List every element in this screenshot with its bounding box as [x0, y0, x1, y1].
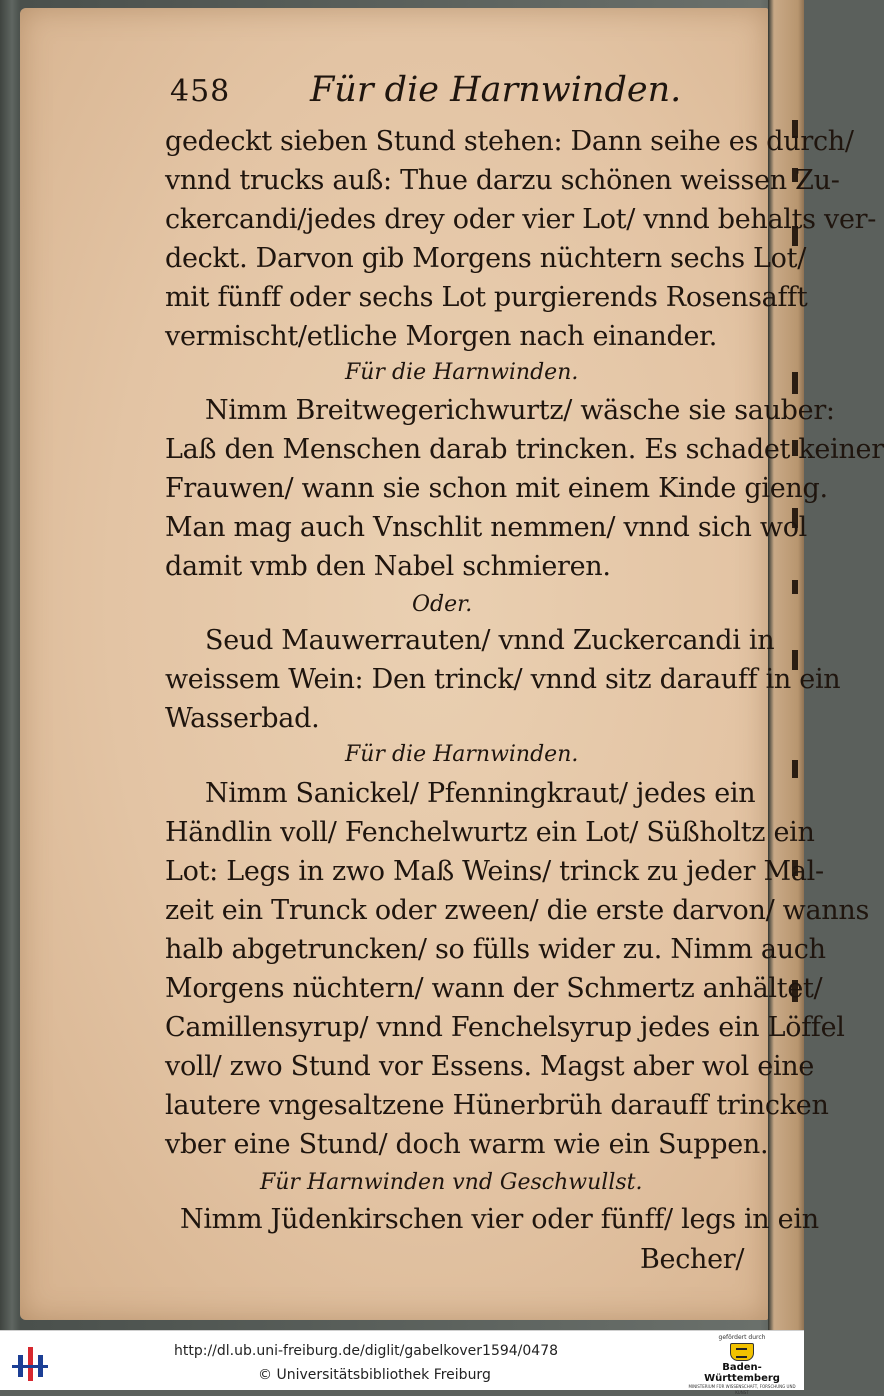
sponsor-label: gefördert durch — [718, 1334, 766, 1341]
text-line: Nimm Breitwegerichwurtz/ wäsche sie sauber: — [205, 395, 835, 426]
text-line: vnnd trucks auß: Thue darzu schönen weissen Zu- — [165, 165, 840, 196]
text-line: Lot: Legs in zwo Maß Weins/ trinck zu jeder Mal- — [165, 856, 824, 887]
text-line: zeit ein Trunck oder zween/ die erste darvon/ wanns — [165, 895, 870, 926]
text-line: mit fünff oder sechs Lot purgierends Rosensafft — [165, 282, 808, 313]
ub-freiburg-logo-icon — [12, 1341, 52, 1383]
text-line: Nimm Sanickel/ Pfenningkraut/ jedes ein — [205, 778, 756, 809]
sponsor-logo — [686, 1333, 798, 1395]
text-line: lautere vngesaltzene Hünerbrüh darauff trincken — [165, 1090, 829, 1121]
text-line: Wasserbad. — [165, 703, 320, 734]
text-line: Frauwen/ wann sie schon mit einem Kinde gieng. — [165, 473, 828, 504]
text-line: weissem Wein: Den trinck/ vnnd sitz darauff in ein — [165, 664, 841, 695]
sponsor-ministry: MINISTERIUM FÜR WISSENSCHAFT, FORSCHUNG UND KUNST — [688, 1384, 796, 1395]
coat-of-arms-icon — [730, 1343, 754, 1361]
text-line: Nimm Jüdenkirschen vier oder fünff/ legs in ein — [180, 1204, 819, 1235]
catchword: Becher/ — [640, 1244, 745, 1275]
section-heading: Für die Harnwinden. — [345, 742, 579, 767]
copyright-notice: © Universitätsbibliothek Freiburg — [258, 1367, 491, 1383]
text-line: voll/ zwo Stund vor Essens. Magst aber wol eine — [165, 1051, 815, 1082]
page-number: 458 — [170, 74, 231, 109]
text-line: Seud Mauwerrauten/ vnnd Zuckercandi in — [205, 625, 775, 656]
page-header — [170, 70, 730, 120]
text-line: ckercandi/jedes drey oder vier Lot/ vnnd behalts ver- — [165, 204, 877, 235]
text-line: gedeckt sieben Stund stehen: Dann seihe es durch/ — [165, 126, 854, 157]
text-line: Händlin voll/ Fenchelwurtz ein Lot/ Süßholtz ein — [165, 817, 815, 848]
text-line: vermischt/etliche Morgen nach einander. — [165, 321, 718, 352]
text-line: Camillensyrup/ vnnd Fenchelsyrup jedes ein Löffel — [165, 1012, 845, 1043]
viewer-footer — [0, 1330, 804, 1395]
text-line: damit vmb den Nabel schmieren. — [165, 551, 611, 582]
section-heading: Für die Harnwinden. — [345, 360, 579, 385]
sponsor-name: Baden-Württemberg — [704, 1362, 780, 1384]
section-heading: Für Harnwinden vnd Geschwullst. — [260, 1170, 643, 1195]
section-heading: Oder. — [412, 592, 473, 617]
text-line: Man mag auch Vnschlit nemmen/ vnnd sich wol — [165, 512, 808, 543]
text-line: Laß den Menschen darab trincken. Es schadet keiner — [165, 434, 884, 465]
text-line: vber eine Stund/ doch warm wie ein Suppen. — [165, 1129, 769, 1160]
permalink-url[interactable]: http://dl.ub.uni-freiburg.de/diglit/gabelkover1594/0478 — [174, 1343, 559, 1359]
text-line: deckt. Darvon gib Morgens nüchtern sechs Lot/ — [165, 243, 806, 274]
text-line: halb abgetruncken/ so fülls wider zu. Nimm auch — [165, 934, 826, 965]
text-line: Morgens nüchtern/ wann der Schmertz anhältet/ — [165, 973, 823, 1004]
running-title: Für die Harnwinden. — [310, 70, 682, 110]
